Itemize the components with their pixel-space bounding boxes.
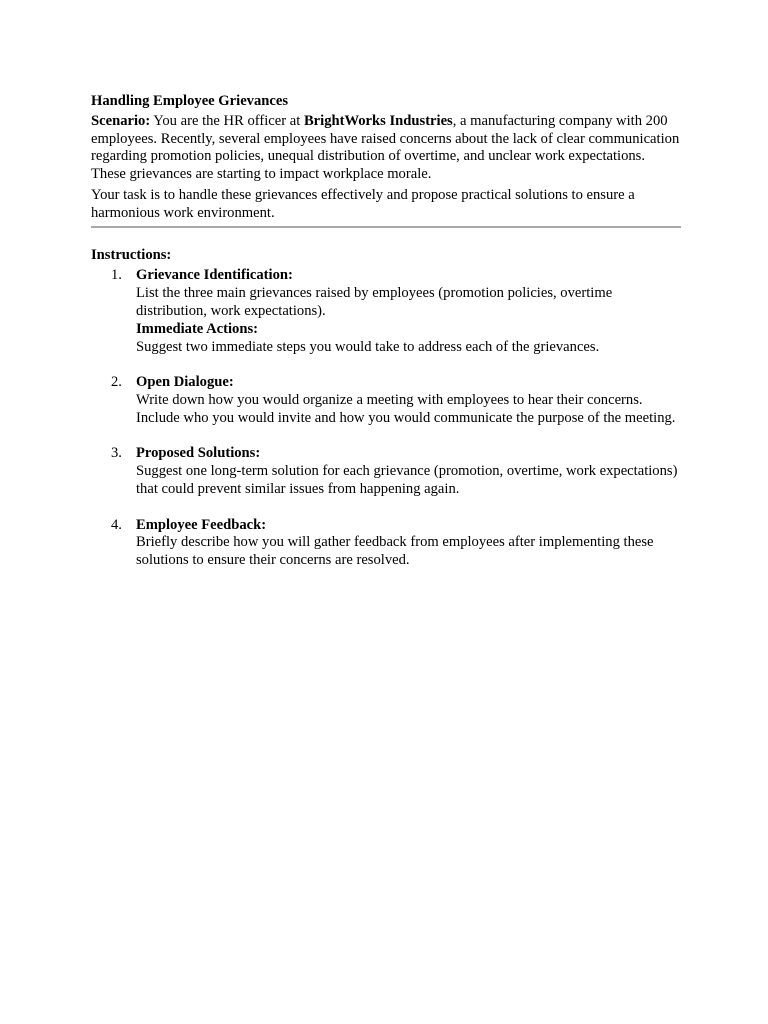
instruction-text: List the three main grievances raised by employees (promotion policies, overtime distribution, work expectations).: [136, 285, 613, 319]
document-page: [91, 93, 681, 588]
instruction-number: 3.: [111, 445, 122, 462]
instruction-number: 2.: [111, 374, 122, 391]
instruction-text: Briefly describe how you will gather feedback from employees after implementing these solutions to ensure their concerns are resolved.: [136, 534, 654, 569]
scenario-label: Scenario:: [91, 112, 151, 129]
task-intro-paragraph: Your task is to handle these grievances effectively and propose practical solutions to ensure a harmonious work environment.: [91, 186, 635, 221]
instruction-item: [91, 445, 681, 498]
instruction-item: [91, 374, 681, 427]
instruction-heading: Proposed Solutions:: [136, 445, 261, 462]
company-name: BrightWorks Industries: [303, 112, 453, 129]
instruction-text: Write down how you would organize a meeting with employees to hear their concerns. Include who you would invite and how you would communicate the purpose of the meeting.: [136, 391, 676, 426]
instruction-text: Suggest one long-term solution for each grievance (promotion, overtime, work expectations) that could prevent similar issues from happening again.: [136, 463, 678, 497]
instruction-item: [91, 517, 681, 570]
instruction-sub-heading: Immediate Actions:: [136, 320, 259, 337]
instructions-list: [91, 267, 681, 570]
instruction-heading: Open Dialogue:: [136, 374, 234, 391]
instruction-number: 4.: [111, 516, 122, 533]
scenario-paragraph: [91, 113, 681, 184]
scenario-text-after-company: , a manufacturing company with 200 employees. Recently, several employees have raised concerns about the lack of clear communication regarding promotion policies, unequal distribution of overtime, and unclear work expectations. These grievances are starting to impact workplace morale.: [91, 112, 680, 183]
instruction-sub-text: Suggest two immediate steps you would take to address each of the grievances.: [136, 338, 600, 355]
instruction-heading: Employee Feedback:: [136, 516, 267, 533]
instruction-number: 1.: [111, 267, 122, 284]
instructions-heading: Instructions:: [91, 246, 172, 263]
instruction-item: [91, 267, 681, 356]
scenario-text-before-company: You are the HR officer at: [150, 112, 304, 129]
horizontal-divider: [91, 226, 681, 228]
instruction-heading: Grievance Identification:: [136, 267, 293, 284]
document-title: Handling Employee Grievances: [91, 93, 289, 109]
